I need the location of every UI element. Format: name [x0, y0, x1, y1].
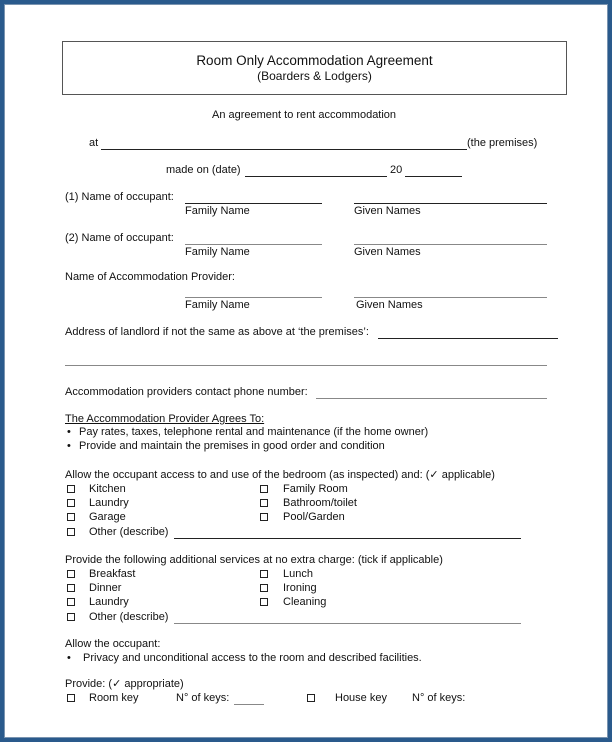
- family-room-checkbox[interactable]: [260, 485, 268, 493]
- provider-agrees-heading: The Accommodation Provider Agrees To:: [65, 413, 265, 425]
- phone-field[interactable]: [316, 398, 547, 399]
- access-heading: Allow the occupant access to and use of the bedroom (as inspected) and: (✓ applicable): [65, 469, 495, 481]
- page-subtitle: (Boarders & Lodgers): [257, 69, 372, 83]
- garage-checkbox[interactable]: [67, 513, 75, 521]
- garage-label: Garage: [89, 511, 126, 523]
- bullet-icon: •: [67, 426, 71, 438]
- phone-label: Accommodation providers contact phone number:: [65, 386, 308, 398]
- provider-given-caption: Given Names: [356, 299, 423, 311]
- kitchen-label: Kitchen: [89, 483, 126, 495]
- services-other-field[interactable]: [174, 623, 521, 624]
- laundry-checkbox[interactable]: [67, 499, 75, 507]
- services-other-label: Other (describe): [89, 611, 169, 623]
- occupant1-family-caption: Family Name: [185, 205, 250, 217]
- year-label: 20: [390, 164, 403, 176]
- bathroom-label: Bathroom/toilet: [283, 497, 357, 509]
- room-key-count-label: N° of keys:: [176, 692, 230, 704]
- house-key-label: House key: [335, 692, 387, 704]
- breakfast-checkbox[interactable]: [67, 570, 75, 578]
- premises-field[interactable]: [101, 149, 467, 150]
- occupant1-given-caption: Given Names: [354, 205, 421, 217]
- allow-heading: Allow the occupant:: [65, 638, 161, 650]
- bathroom-checkbox[interactable]: [260, 499, 268, 507]
- date-field[interactable]: [245, 176, 387, 177]
- access-other-label: Other (describe): [89, 526, 169, 538]
- at-label: at: [89, 137, 99, 149]
- page-title: Room Only Accommodation Agreement: [196, 53, 433, 68]
- ironing-checkbox[interactable]: [260, 584, 268, 592]
- dinner-label: Dinner: [89, 582, 122, 594]
- allow-item-1: Privacy and unconditional access to the room and described facilities.: [83, 652, 422, 664]
- occupant2-label: (2) Name of occupant:: [65, 232, 174, 244]
- occupant2-given-caption: Given Names: [354, 246, 421, 258]
- service-laundry-checkbox[interactable]: [67, 598, 75, 606]
- title-box: [62, 41, 567, 95]
- pool-garden-checkbox[interactable]: [260, 513, 268, 521]
- provider-given-field[interactable]: [354, 297, 547, 298]
- provider-family-caption: Family Name: [185, 299, 250, 311]
- breakfast-label: Breakfast: [89, 568, 136, 580]
- house-key-count-label: N° of keys:: [412, 692, 466, 704]
- ironing-label: Ironing: [283, 582, 317, 594]
- access-other-field[interactable]: [174, 538, 521, 539]
- access-other-checkbox[interactable]: [67, 528, 75, 536]
- cleaning-label: Cleaning: [283, 596, 327, 608]
- service-laundry-label: Laundry: [89, 596, 129, 608]
- room-key-label: Room key: [89, 692, 139, 704]
- laundry-label: Laundry: [89, 497, 129, 509]
- provide-heading: Provide: (✓ appropriate): [65, 678, 184, 690]
- bullet-icon: •: [67, 440, 71, 452]
- house-key-checkbox[interactable]: [307, 694, 315, 702]
- dinner-checkbox[interactable]: [67, 584, 75, 592]
- provider-family-field[interactable]: [185, 297, 322, 298]
- occupant2-family-caption: Family Name: [185, 246, 250, 258]
- provider-agrees-item-2: Provide and maintain the premises in good order and condition: [79, 440, 385, 452]
- services-other-checkbox[interactable]: [67, 613, 75, 621]
- document-page: [4, 4, 608, 738]
- occupant1-label: (1) Name of occupant:: [65, 191, 174, 203]
- provider-label: Name of Accommodation Provider:: [65, 271, 235, 283]
- room-key-checkbox[interactable]: [67, 694, 75, 702]
- room-key-count-field[interactable]: [234, 704, 264, 705]
- kitchen-checkbox[interactable]: [67, 485, 75, 493]
- lunch-checkbox[interactable]: [260, 570, 268, 578]
- provider-agrees-item-1: Pay rates, taxes, telephone rental and maintenance (if the home owner): [79, 426, 429, 438]
- landlord-address-label: Address of landlord if not the same as above at ‘the premises’:: [65, 326, 369, 338]
- occupant2-family-field[interactable]: [185, 244, 322, 245]
- occupant2-given-field[interactable]: [354, 244, 547, 245]
- cleaning-checkbox[interactable]: [260, 598, 268, 606]
- pool-garden-label: Pool/Garden: [283, 511, 345, 523]
- made-on-label: made on (date): [166, 164, 241, 176]
- landlord-address-field[interactable]: [378, 338, 558, 339]
- family-room-label: Family Room: [283, 483, 348, 495]
- occupant1-family-field[interactable]: [185, 203, 322, 204]
- intro-text: An agreement to rent accommodation: [212, 109, 397, 121]
- premises-label: (the premises): [467, 137, 538, 149]
- year-field[interactable]: [405, 176, 462, 177]
- bullet-icon: •: [67, 652, 71, 664]
- occupant1-given-field[interactable]: [354, 203, 547, 204]
- lunch-label: Lunch: [283, 568, 313, 580]
- services-heading: Provide the following additional services at no extra charge: (tick if applicable): [65, 554, 443, 566]
- landlord-address-field-2[interactable]: [65, 365, 547, 366]
